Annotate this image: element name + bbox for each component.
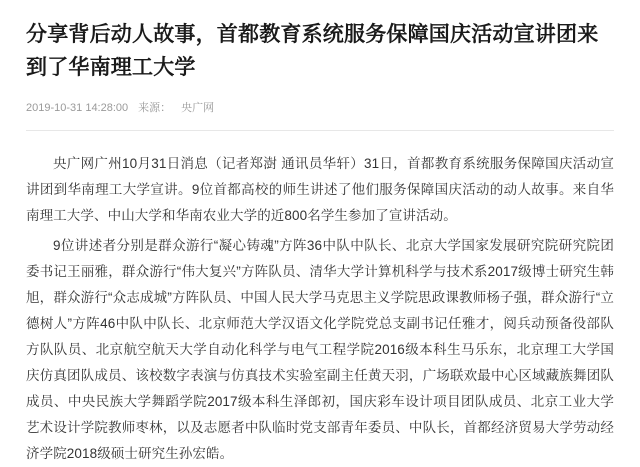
- article-body: [26, 151, 614, 467]
- article-meta: [26, 100, 614, 116]
- source-name: 央广网: [181, 102, 215, 114]
- article-paragraph: 央广网广州10月31日消息（记者郑澍 通讯员华轩）31日，首都教育系统服务保障国庆活动宣讲团到华南理工大学宣讲。9位首都高校的师生讲述了他们服务保障国庆活动的动人故事。来自华南理工大学、中山大学和华南农业大学的近800名学生参加了宣讲活动。: [26, 156, 614, 223]
- article-paragraph: 9位讲述者分别是群众游行“凝心铸魂”方阵36中队中队长、北京大学国家发展研究院研究院团委书记王丽雅，群众游行“伟大复兴”方阵队员、清华大学计算机科学与技术系2017级博士研究生韩旭，群众游行“众志成城”方阵队员、中国人民大学马克思主义学院思政课教师杨子强，群众游行“立德树人”方阵46中队中队长、北京师范大学汉语文化学院党总支副书记任雅才，阅兵动预备役部队方队队员、北京航空航天大学自动化科学与电气工程学院2016级本科生马乐东，北京理工大学国庆仿真团队成员、该校数字表演与仿真技术实验室副主任黄天羽，广场联欢最中心区域藏族舞团队成员、中央民族大学舞蹈学院2017级本科生泽郎初，国庆彩车设计项目团队成员、北京工业大学艺术设计学院教师枣林，以及志愿者中队临时党支部青年委员、中队长，首都经济贸易大学劳动经济学院2018级硕士研究生孙宏皓。: [26, 238, 614, 461]
- page-title: 分享背后动人故事，首都教育系统服务保障国庆活动宣讲团来到了华南理工大学: [26, 23, 599, 79]
- source-label: 来源：: [138, 102, 172, 114]
- header-divider: [26, 130, 614, 131]
- publish-datetime: 2019-10-31 14:28:00: [26, 102, 129, 114]
